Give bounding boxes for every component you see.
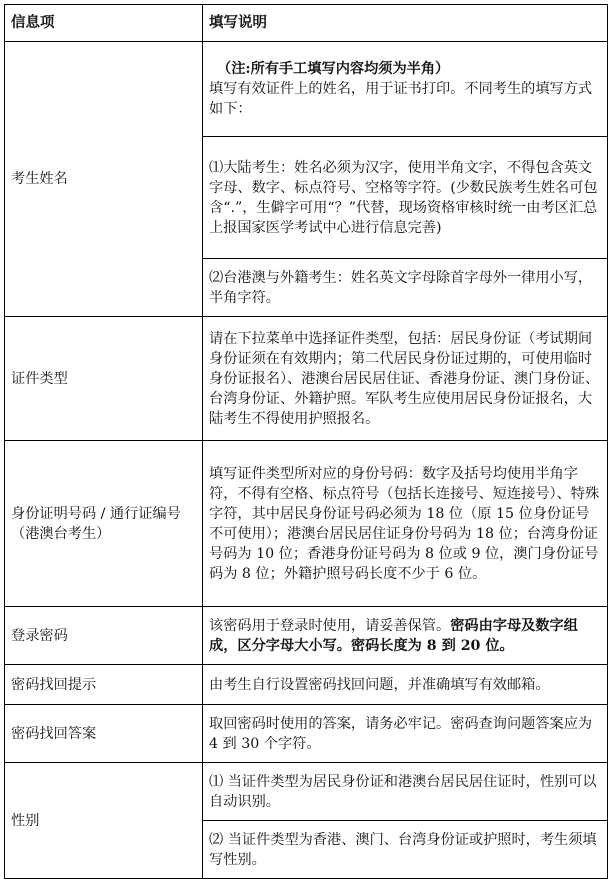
row-desc-answer: 取回密码时使用的答案，请务必牢记。密码查询问题答案应为 4 到 30 个字符。 [203, 705, 608, 763]
row-desc-name-intro [203, 42, 608, 137]
row-label-answer: 密码找回答案 [5, 705, 203, 763]
table-row [5, 705, 608, 763]
row-desc-name-foreign: ⑵台港澳与外籍考生：姓名英文字母除首字母外一律用小写，半角字符。 [203, 259, 608, 317]
row-desc-gender-auto: ⑴ 当证件类型为居民身份证和港澳台居民居住证时，性别可以自动识别。 [203, 763, 608, 821]
row-desc-hint: 由考生自行设置密码找回问题，并准确填写有效邮箱。 [203, 665, 608, 705]
table-row [5, 665, 608, 705]
password-desc-text: 该密码用于登录时使用，请妥善保管。 [209, 617, 451, 634]
row-desc-gender-manual: ⑵ 当证件类型为香港、澳门、台湾身份证或护照时，考生须填写性别。 [203, 821, 608, 879]
info-table [4, 4, 608, 879]
row-label-password: 登录密码 [5, 607, 203, 665]
table-header-row [5, 5, 608, 42]
header-description: 填写说明 [203, 5, 608, 42]
table-row [5, 763, 608, 821]
half-width-note: （注:所有手工填写内容均须为半角） [217, 61, 450, 77]
table-row [5, 441, 608, 607]
row-label-name: 考生姓名 [5, 42, 203, 317]
table-row [5, 607, 608, 665]
header-item: 信息项 [5, 5, 203, 42]
password-rule-text: 密码由字母及数字组成，区分字母大小写。密码长度为 8 到 20 位。 [209, 617, 578, 654]
row-desc-idnum: 填写证件类型所对应的身份号码：数字及括号均使用半角字符，不得有空格、标点符号（包括长连接号、短连接号）、特殊字符，其中居民身份证号码必须为 18 位（原 15 位身份证号不可使用）；港澳台居民居住证身份号码为 18 位；台湾身份证号码为 10 位；香港身份证号码为 8 位或 9 位，澳门身份证号码为 8 位；外籍护照号码长度不少于 6 位。 [203, 441, 608, 607]
row-desc-idtype: 请在下拉菜单中选择证件类型，包括：居民身份证（考试期间身份证须在有效期内；第二代居民身份证过期的，可使用临时身份证报名）、港澳台居民居住证、香港身份证、澳门身份证、台湾身份证、外籍护照。军队考生应使用居民身份证报名，大陆考生不得使用护照报名。 [203, 317, 608, 441]
table-row [5, 317, 608, 441]
row-desc-password [203, 607, 608, 665]
row-label-idtype: 证件类型 [5, 317, 203, 441]
row-desc-name-mainland: ⑴大陆考生：姓名必须为汉字，使用半角文字，不得包含英文字母、数字、标点符号、空格等字符。(少数民族考生姓名可包含“.”，生僻字可用“？”代替，现场资格审核时统一由考区汇总上报国家医学考试中心进行信息完善) [203, 137, 608, 259]
table-row [5, 42, 608, 137]
row-label-hint: 密码找回提示 [5, 665, 203, 705]
name-intro-text: 填写有效证件上的姓名，用于证书打印。不同考生的填写方式如下： [209, 81, 593, 117]
row-label-idnum: 身份证明号码 / 通行证编号（港澳台考生） [5, 441, 203, 607]
row-label-gender: 性别 [5, 763, 203, 879]
